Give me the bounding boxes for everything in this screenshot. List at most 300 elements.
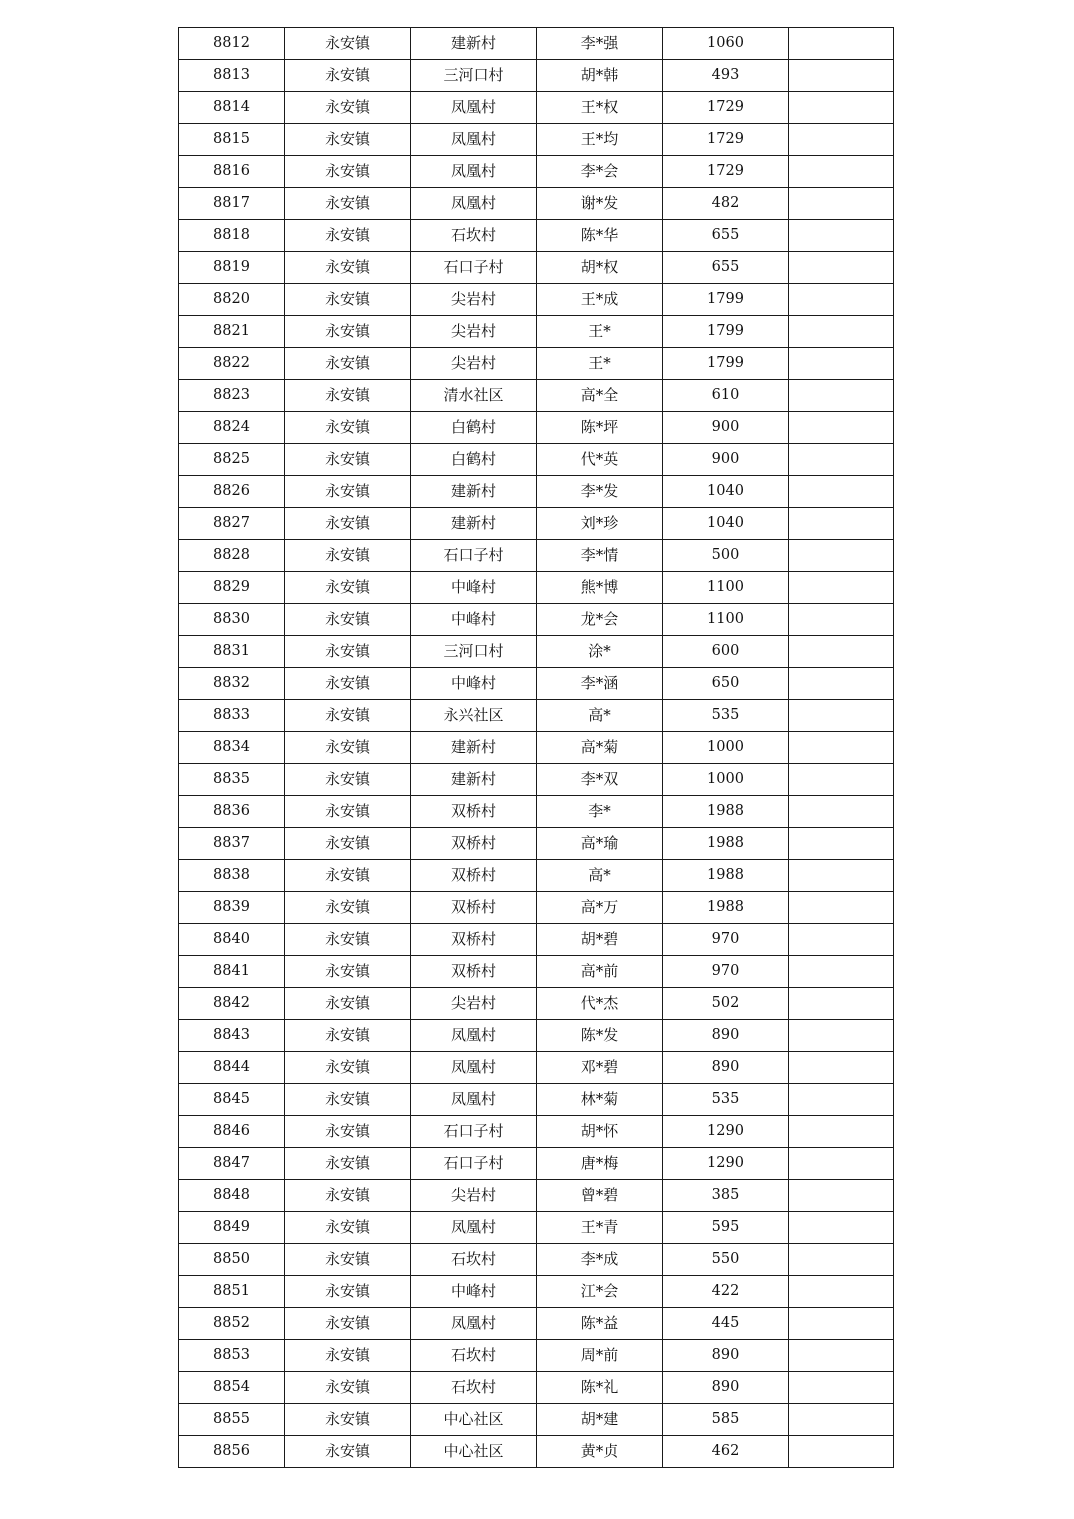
cell-town: 永安镇 — [285, 700, 411, 732]
cell-serial-number: 8855 — [179, 1404, 285, 1436]
cell-town: 永安镇 — [285, 828, 411, 860]
cell-name: 李* — [537, 796, 663, 828]
cell-town: 永安镇 — [285, 220, 411, 252]
cell-amount: 585 — [663, 1404, 789, 1436]
cell-name: 陈*华 — [537, 220, 663, 252]
table-row — [179, 444, 894, 476]
cell-village: 建新村 — [411, 28, 537, 60]
cell-remark — [789, 508, 894, 540]
cell-amount: 595 — [663, 1212, 789, 1244]
cell-serial-number: 8856 — [179, 1436, 285, 1468]
cell-amount: 1290 — [663, 1148, 789, 1180]
cell-amount: 1060 — [663, 28, 789, 60]
cell-town: 永安镇 — [285, 1020, 411, 1052]
cell-amount: 890 — [663, 1052, 789, 1084]
cell-town: 永安镇 — [285, 1212, 411, 1244]
table-row — [179, 1340, 894, 1372]
cell-village: 建新村 — [411, 764, 537, 796]
cell-village: 尖岩村 — [411, 1180, 537, 1212]
cell-serial-number: 8835 — [179, 764, 285, 796]
cell-village: 尖岩村 — [411, 316, 537, 348]
table-row — [179, 668, 894, 700]
cell-town: 永安镇 — [285, 252, 411, 284]
cell-village: 白鹤村 — [411, 412, 537, 444]
cell-village: 中峰村 — [411, 1276, 537, 1308]
cell-name: 邓*碧 — [537, 1052, 663, 1084]
cell-amount: 1988 — [663, 860, 789, 892]
cell-remark — [789, 156, 894, 188]
cell-village: 石口子村 — [411, 540, 537, 572]
cell-remark — [789, 1276, 894, 1308]
cell-amount: 1000 — [663, 732, 789, 764]
cell-serial-number: 8842 — [179, 988, 285, 1020]
cell-amount: 655 — [663, 220, 789, 252]
cell-town: 永安镇 — [285, 796, 411, 828]
cell-village: 尖岩村 — [411, 348, 537, 380]
cell-town: 永安镇 — [285, 668, 411, 700]
cell-town: 永安镇 — [285, 188, 411, 220]
table-row — [179, 892, 894, 924]
cell-remark — [789, 124, 894, 156]
cell-name: 陈*益 — [537, 1308, 663, 1340]
cell-serial-number: 8844 — [179, 1052, 285, 1084]
cell-amount: 900 — [663, 412, 789, 444]
cell-name: 江*会 — [537, 1276, 663, 1308]
cell-name: 王*权 — [537, 92, 663, 124]
table-row — [179, 1148, 894, 1180]
cell-name: 高* — [537, 860, 663, 892]
cell-remark — [789, 1180, 894, 1212]
cell-village: 凤凰村 — [411, 1020, 537, 1052]
cell-name: 李*会 — [537, 156, 663, 188]
table-body — [179, 28, 894, 1468]
table-row — [179, 476, 894, 508]
cell-town: 永安镇 — [285, 732, 411, 764]
cell-amount: 1100 — [663, 604, 789, 636]
cell-name: 王*均 — [537, 124, 663, 156]
cell-name: 王* — [537, 316, 663, 348]
cell-name: 唐*梅 — [537, 1148, 663, 1180]
cell-serial-number: 8832 — [179, 668, 285, 700]
cell-name: 李*涵 — [537, 668, 663, 700]
cell-serial-number: 8840 — [179, 924, 285, 956]
cell-village: 清水社区 — [411, 380, 537, 412]
cell-remark — [789, 476, 894, 508]
cell-town: 永安镇 — [285, 1276, 411, 1308]
cell-town: 永安镇 — [285, 636, 411, 668]
cell-remark — [789, 28, 894, 60]
cell-serial-number: 8829 — [179, 572, 285, 604]
cell-remark — [789, 924, 894, 956]
cell-remark — [789, 1404, 894, 1436]
cell-serial-number: 8830 — [179, 604, 285, 636]
table-row — [179, 92, 894, 124]
cell-village: 凤凰村 — [411, 92, 537, 124]
cell-town: 永安镇 — [285, 764, 411, 796]
table-row — [179, 1052, 894, 1084]
cell-serial-number: 8841 — [179, 956, 285, 988]
cell-name: 王*青 — [537, 1212, 663, 1244]
cell-serial-number: 8836 — [179, 796, 285, 828]
cell-amount: 1729 — [663, 124, 789, 156]
cell-remark — [789, 412, 894, 444]
cell-name: 高* — [537, 700, 663, 732]
cell-town: 永安镇 — [285, 860, 411, 892]
table-row — [179, 1404, 894, 1436]
cell-remark — [789, 572, 894, 604]
cell-village: 凤凰村 — [411, 124, 537, 156]
cell-remark — [789, 1116, 894, 1148]
cell-amount: 890 — [663, 1020, 789, 1052]
cell-village: 凤凰村 — [411, 1052, 537, 1084]
cell-name: 熊*博 — [537, 572, 663, 604]
cell-remark — [789, 220, 894, 252]
cell-amount: 445 — [663, 1308, 789, 1340]
cell-town: 永安镇 — [285, 60, 411, 92]
table-row — [179, 636, 894, 668]
cell-serial-number: 8815 — [179, 124, 285, 156]
cell-name: 黄*贞 — [537, 1436, 663, 1468]
cell-serial-number: 8817 — [179, 188, 285, 220]
cell-name: 高*菊 — [537, 732, 663, 764]
table-row — [179, 700, 894, 732]
cell-serial-number: 8852 — [179, 1308, 285, 1340]
table-row — [179, 380, 894, 412]
cell-name: 代*杰 — [537, 988, 663, 1020]
cell-remark — [789, 732, 894, 764]
cell-village: 石口子村 — [411, 252, 537, 284]
cell-town: 永安镇 — [285, 444, 411, 476]
cell-serial-number: 8851 — [179, 1276, 285, 1308]
table-row — [179, 1180, 894, 1212]
cell-town: 永安镇 — [285, 508, 411, 540]
cell-town: 永安镇 — [285, 1404, 411, 1436]
table-row — [179, 1372, 894, 1404]
table-row — [179, 412, 894, 444]
table-row — [179, 60, 894, 92]
table-row — [179, 604, 894, 636]
cell-village: 双桥村 — [411, 796, 537, 828]
cell-name: 王*成 — [537, 284, 663, 316]
cell-serial-number: 8850 — [179, 1244, 285, 1276]
cell-town: 永安镇 — [285, 892, 411, 924]
cell-amount: 462 — [663, 1436, 789, 1468]
cell-village: 中峰村 — [411, 668, 537, 700]
cell-amount: 600 — [663, 636, 789, 668]
cell-name: 李*强 — [537, 28, 663, 60]
cell-serial-number: 8824 — [179, 412, 285, 444]
cell-serial-number: 8854 — [179, 1372, 285, 1404]
cell-serial-number: 8812 — [179, 28, 285, 60]
cell-name: 曾*碧 — [537, 1180, 663, 1212]
cell-town: 永安镇 — [285, 1436, 411, 1468]
table-row — [179, 124, 894, 156]
cell-serial-number: 8814 — [179, 92, 285, 124]
cell-remark — [789, 316, 894, 348]
cell-village: 石坎村 — [411, 1244, 537, 1276]
cell-name: 谢*发 — [537, 188, 663, 220]
cell-remark — [789, 956, 894, 988]
cell-name: 代*英 — [537, 444, 663, 476]
table-row — [179, 796, 894, 828]
cell-amount: 655 — [663, 252, 789, 284]
cell-town: 永安镇 — [285, 956, 411, 988]
cell-serial-number: 8837 — [179, 828, 285, 860]
cell-serial-number: 8853 — [179, 1340, 285, 1372]
cell-remark — [789, 348, 894, 380]
cell-town: 永安镇 — [285, 988, 411, 1020]
cell-village: 三河口村 — [411, 636, 537, 668]
cell-village: 凤凰村 — [411, 1308, 537, 1340]
cell-village: 凤凰村 — [411, 156, 537, 188]
cell-village: 凤凰村 — [411, 1084, 537, 1116]
cell-serial-number: 8847 — [179, 1148, 285, 1180]
cell-serial-number: 8816 — [179, 156, 285, 188]
cell-remark — [789, 828, 894, 860]
cell-amount: 1799 — [663, 316, 789, 348]
cell-serial-number: 8822 — [179, 348, 285, 380]
cell-serial-number: 8831 — [179, 636, 285, 668]
cell-town: 永安镇 — [285, 1084, 411, 1116]
cell-name: 胡*建 — [537, 1404, 663, 1436]
cell-village: 尖岩村 — [411, 284, 537, 316]
cell-village: 石坎村 — [411, 1372, 537, 1404]
cell-town: 永安镇 — [285, 924, 411, 956]
cell-amount: 1988 — [663, 892, 789, 924]
cell-amount: 900 — [663, 444, 789, 476]
cell-amount: 610 — [663, 380, 789, 412]
cell-name: 胡*权 — [537, 252, 663, 284]
cell-remark — [789, 1308, 894, 1340]
cell-town: 永安镇 — [285, 1340, 411, 1372]
cell-remark — [789, 1244, 894, 1276]
table-row — [179, 956, 894, 988]
cell-remark — [789, 188, 894, 220]
cell-village: 三河口村 — [411, 60, 537, 92]
cell-amount: 970 — [663, 956, 789, 988]
cell-amount: 502 — [663, 988, 789, 1020]
cell-amount: 500 — [663, 540, 789, 572]
cell-remark — [789, 1148, 894, 1180]
table-row — [179, 156, 894, 188]
cell-amount: 1100 — [663, 572, 789, 604]
cell-amount: 890 — [663, 1340, 789, 1372]
cell-amount: 970 — [663, 924, 789, 956]
cell-name: 李*双 — [537, 764, 663, 796]
cell-village: 双桥村 — [411, 860, 537, 892]
cell-amount: 890 — [663, 1372, 789, 1404]
table-row — [179, 28, 894, 60]
cell-town: 永安镇 — [285, 124, 411, 156]
cell-serial-number: 8833 — [179, 700, 285, 732]
cell-amount: 535 — [663, 1084, 789, 1116]
cell-village: 凤凰村 — [411, 188, 537, 220]
cell-remark — [789, 444, 894, 476]
cell-amount: 535 — [663, 700, 789, 732]
cell-amount: 1290 — [663, 1116, 789, 1148]
cell-serial-number: 8825 — [179, 444, 285, 476]
cell-name: 周*前 — [537, 1340, 663, 1372]
cell-amount: 550 — [663, 1244, 789, 1276]
cell-amount: 1799 — [663, 348, 789, 380]
cell-serial-number: 8846 — [179, 1116, 285, 1148]
cell-village: 双桥村 — [411, 956, 537, 988]
cell-town: 永安镇 — [285, 1116, 411, 1148]
cell-town: 永安镇 — [285, 1244, 411, 1276]
table-row — [179, 1244, 894, 1276]
cell-village: 中峰村 — [411, 572, 537, 604]
table-row — [179, 860, 894, 892]
table-row — [179, 188, 894, 220]
cell-serial-number: 8845 — [179, 1084, 285, 1116]
table-row — [179, 572, 894, 604]
cell-remark — [789, 1372, 894, 1404]
cell-serial-number: 8820 — [179, 284, 285, 316]
cell-village: 凤凰村 — [411, 1212, 537, 1244]
cell-remark — [789, 284, 894, 316]
cell-town: 永安镇 — [285, 284, 411, 316]
cell-remark — [789, 988, 894, 1020]
table-row — [179, 1084, 894, 1116]
table-row — [179, 316, 894, 348]
cell-amount: 1000 — [663, 764, 789, 796]
cell-serial-number: 8821 — [179, 316, 285, 348]
cell-amount: 385 — [663, 1180, 789, 1212]
cell-remark — [789, 1436, 894, 1468]
cell-name: 李*成 — [537, 1244, 663, 1276]
cell-amount: 1799 — [663, 284, 789, 316]
cell-village: 中心社区 — [411, 1436, 537, 1468]
cell-remark — [789, 860, 894, 892]
cell-name: 林*菊 — [537, 1084, 663, 1116]
cell-town: 永安镇 — [285, 348, 411, 380]
cell-name: 胡*韩 — [537, 60, 663, 92]
cell-remark — [789, 1212, 894, 1244]
cell-village: 永兴社区 — [411, 700, 537, 732]
cell-serial-number: 8838 — [179, 860, 285, 892]
cell-name: 刘*珍 — [537, 508, 663, 540]
cell-amount: 1040 — [663, 476, 789, 508]
cell-town: 永安镇 — [285, 1372, 411, 1404]
cell-town: 永安镇 — [285, 572, 411, 604]
cell-serial-number: 8843 — [179, 1020, 285, 1052]
table-row — [179, 1212, 894, 1244]
cell-name: 李*发 — [537, 476, 663, 508]
cell-remark — [789, 796, 894, 828]
table-row — [179, 732, 894, 764]
cell-name: 高*瑜 — [537, 828, 663, 860]
cell-village: 建新村 — [411, 732, 537, 764]
cell-town: 永安镇 — [285, 412, 411, 444]
cell-amount: 1988 — [663, 828, 789, 860]
cell-amount: 1729 — [663, 156, 789, 188]
data-table — [178, 27, 894, 1468]
cell-town: 永安镇 — [285, 92, 411, 124]
cell-remark — [789, 604, 894, 636]
cell-remark — [789, 1052, 894, 1084]
cell-name: 高*全 — [537, 380, 663, 412]
cell-town: 永安镇 — [285, 380, 411, 412]
table-row — [179, 348, 894, 380]
cell-name: 涂* — [537, 636, 663, 668]
cell-remark — [789, 1084, 894, 1116]
cell-village: 尖岩村 — [411, 988, 537, 1020]
cell-amount: 1729 — [663, 92, 789, 124]
cell-serial-number: 8849 — [179, 1212, 285, 1244]
table-row — [179, 1436, 894, 1468]
table-row — [179, 1308, 894, 1340]
cell-village: 建新村 — [411, 508, 537, 540]
cell-town: 永安镇 — [285, 28, 411, 60]
cell-town: 永安镇 — [285, 1180, 411, 1212]
cell-remark — [789, 252, 894, 284]
cell-name: 李*情 — [537, 540, 663, 572]
cell-remark — [789, 380, 894, 412]
cell-amount: 482 — [663, 188, 789, 220]
cell-remark — [789, 892, 894, 924]
cell-village: 石口子村 — [411, 1148, 537, 1180]
cell-remark — [789, 540, 894, 572]
cell-village: 中峰村 — [411, 604, 537, 636]
cell-village: 石坎村 — [411, 1340, 537, 1372]
cell-name: 胡*怀 — [537, 1116, 663, 1148]
cell-serial-number: 8819 — [179, 252, 285, 284]
cell-serial-number: 8827 — [179, 508, 285, 540]
table-row — [179, 252, 894, 284]
cell-village: 石口子村 — [411, 1116, 537, 1148]
cell-village: 双桥村 — [411, 828, 537, 860]
cell-name: 陈*发 — [537, 1020, 663, 1052]
cell-serial-number: 8848 — [179, 1180, 285, 1212]
table-row — [179, 924, 894, 956]
cell-remark — [789, 60, 894, 92]
table-row — [179, 220, 894, 252]
cell-name: 龙*会 — [537, 604, 663, 636]
cell-serial-number: 8828 — [179, 540, 285, 572]
cell-serial-number: 8818 — [179, 220, 285, 252]
cell-town: 永安镇 — [285, 1148, 411, 1180]
cell-serial-number: 8813 — [179, 60, 285, 92]
cell-amount: 422 — [663, 1276, 789, 1308]
cell-name: 陈*坪 — [537, 412, 663, 444]
cell-serial-number: 8839 — [179, 892, 285, 924]
cell-name: 陈*礼 — [537, 1372, 663, 1404]
cell-amount: 650 — [663, 668, 789, 700]
cell-remark — [789, 668, 894, 700]
cell-town: 永安镇 — [285, 476, 411, 508]
cell-village: 建新村 — [411, 476, 537, 508]
cell-serial-number: 8823 — [179, 380, 285, 412]
table-row — [179, 1276, 894, 1308]
cell-remark — [789, 764, 894, 796]
cell-village: 石坎村 — [411, 220, 537, 252]
cell-remark — [789, 1340, 894, 1372]
table-row — [179, 284, 894, 316]
table-row — [179, 988, 894, 1020]
cell-village: 双桥村 — [411, 892, 537, 924]
table-row — [179, 828, 894, 860]
cell-amount: 1988 — [663, 796, 789, 828]
cell-amount: 1040 — [663, 508, 789, 540]
cell-amount: 493 — [663, 60, 789, 92]
cell-name: 胡*碧 — [537, 924, 663, 956]
cell-remark — [789, 92, 894, 124]
table-row — [179, 1020, 894, 1052]
cell-name: 王* — [537, 348, 663, 380]
cell-remark — [789, 1020, 894, 1052]
cell-serial-number: 8826 — [179, 476, 285, 508]
cell-name: 高*前 — [537, 956, 663, 988]
